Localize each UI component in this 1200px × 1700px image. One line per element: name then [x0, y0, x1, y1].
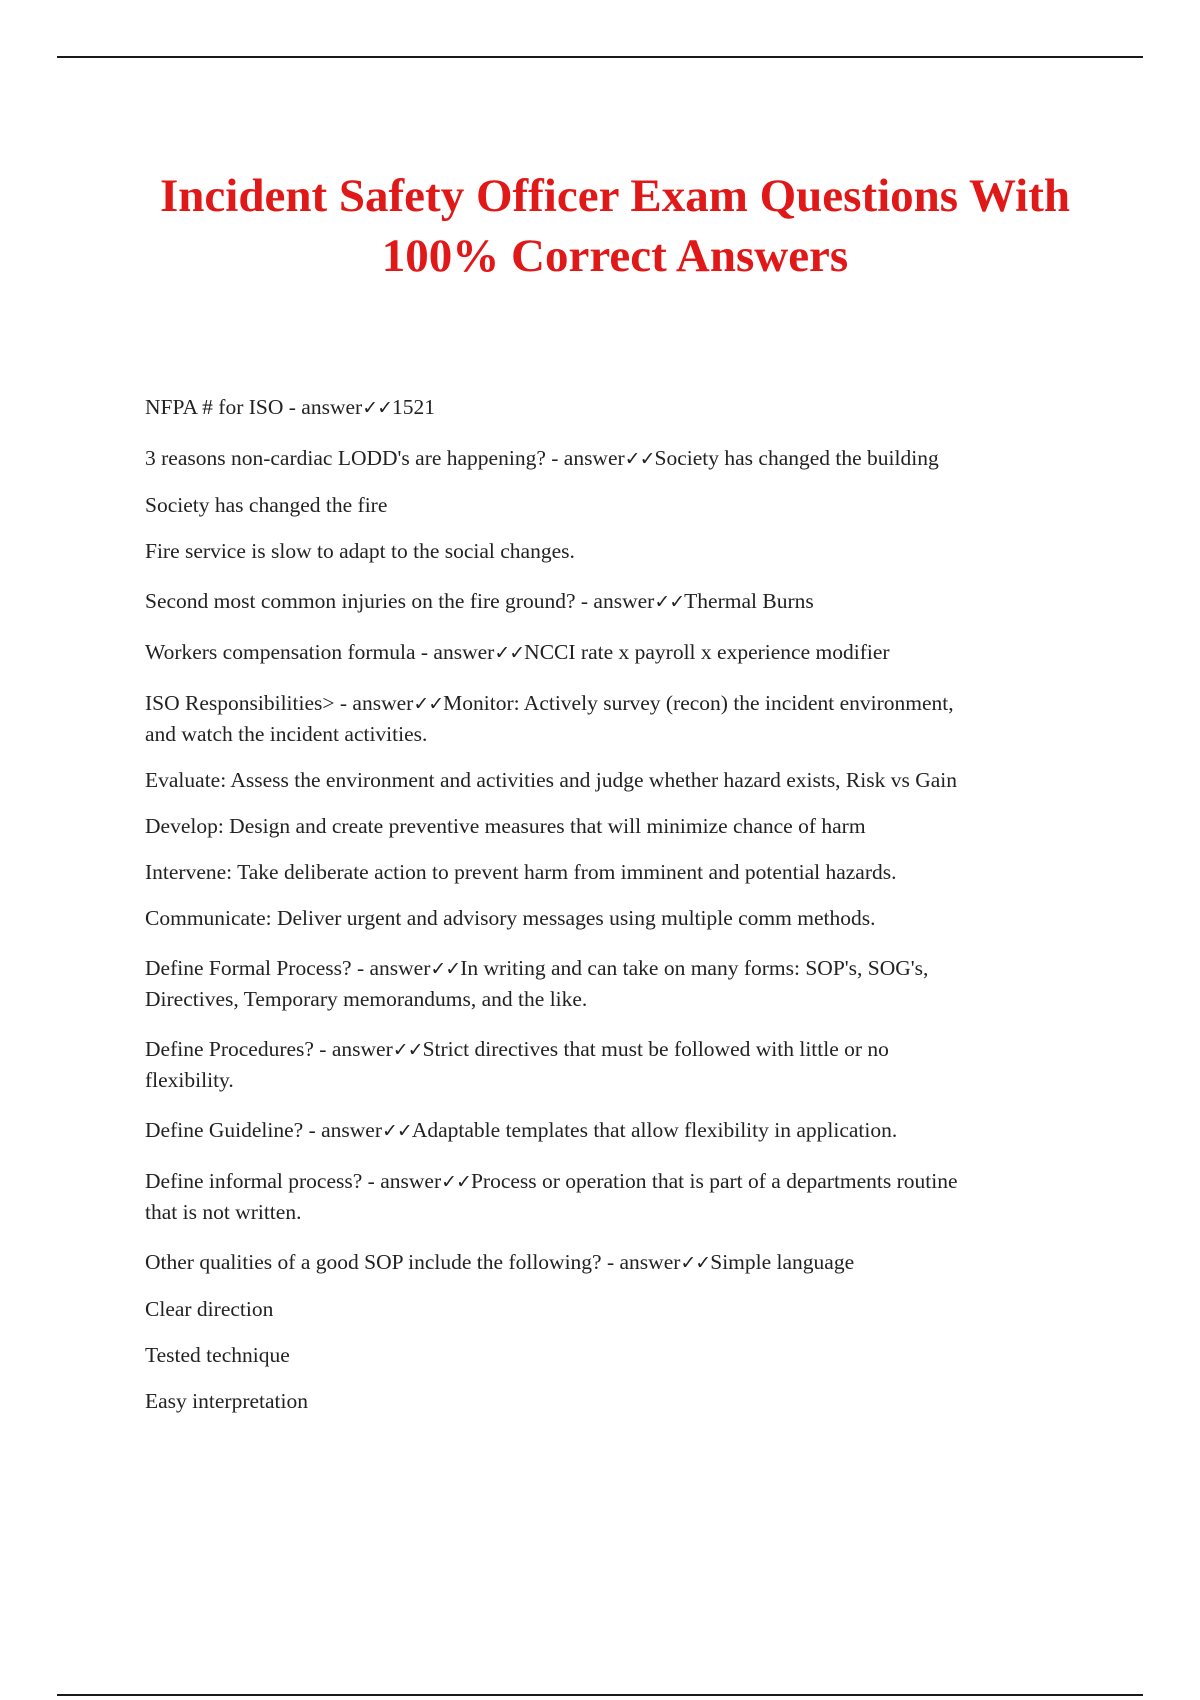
top-rule	[57, 56, 1143, 58]
answer-continuation	[145, 857, 1085, 887]
document-title	[100, 166, 1130, 286]
answer-text: Strict directives that must be followed with little or no	[422, 1037, 889, 1061]
question-text: 3 reasons non-cardiac LODD's are happening? - answer	[145, 446, 625, 470]
qa-entry	[145, 1115, 1085, 1146]
answer-text: Monitor: Actively survey (recon) the incident environment,	[443, 691, 954, 715]
answer-text: NCCI rate x payroll x experience modifier	[524, 640, 890, 664]
answer-text-continued: that is not written.	[145, 1200, 302, 1224]
answer-continuation	[145, 490, 1085, 520]
check-mark-icon: ✓✓	[494, 642, 525, 664]
answer-continuation	[145, 903, 1085, 933]
question-text: Define Formal Process? - answer	[145, 956, 431, 980]
answer-continuation	[145, 765, 1085, 795]
title-line-2: 100% Correct Answers	[381, 230, 849, 282]
answer-text-continued: and watch the incident activities.	[145, 722, 428, 746]
check-mark-icon: ✓✓	[413, 693, 444, 715]
answer-continuation	[145, 536, 1085, 566]
check-mark-icon: ✓✓	[382, 1120, 412, 1142]
answer-line: Easy interpretation	[145, 1389, 308, 1413]
qa-entry	[145, 1034, 1085, 1095]
question-text: Second most common injuries on the fire ground? - answer	[145, 589, 655, 613]
qa-entry	[145, 953, 1085, 1014]
answer-continuation	[145, 1386, 1085, 1416]
check-mark-icon: ✓✓	[680, 1252, 711, 1274]
question-text: Workers compensation formula - answer	[145, 640, 495, 664]
check-mark-icon: ✓✓	[430, 958, 461, 980]
qa-entry	[145, 1247, 1085, 1278]
bottom-rule	[57, 1694, 1143, 1696]
answer-text: In writing and can take on many forms: SOP's, SOG's,	[460, 956, 929, 980]
title-line-1: Incident Safety Officer Exam Questions With	[160, 170, 1070, 222]
question-text: Define informal process? - answer	[145, 1169, 442, 1193]
answer-text-continued: flexibility.	[145, 1068, 234, 1092]
answer-text: Simple language	[710, 1250, 855, 1274]
check-mark-icon: ✓✓	[441, 1171, 471, 1193]
answer-line: Evaluate: Assess the environment and activities and judge whether hazard exists, Risk vs Gain	[145, 768, 958, 792]
answer-text: Thermal Burns	[684, 589, 814, 613]
answer-line: Intervene: Take deliberate action to prevent harm from imminent and potential hazards.	[145, 860, 897, 884]
qa-entry	[145, 586, 1085, 617]
answer-text: Process or operation that is part of a departments routine	[470, 1169, 958, 1193]
question-text: Define Guideline? - answer	[145, 1118, 382, 1142]
qa-entry	[145, 688, 1085, 749]
answer-text: Adaptable templates that allow flexibility in application.	[411, 1118, 898, 1142]
answer-continuation	[145, 1340, 1085, 1370]
question-text: ISO Responsibilities> - answer	[145, 691, 414, 715]
check-mark-icon: ✓✓	[392, 1039, 423, 1061]
answer-line: Fire service is slow to adapt to the social changes.	[145, 539, 575, 563]
check-mark-icon: ✓✓	[654, 591, 685, 613]
qa-entry	[145, 1166, 1085, 1227]
qa-list	[145, 392, 1085, 1416]
question-text: Define Procedures? - answer	[145, 1037, 393, 1061]
answer-continuation	[145, 1294, 1085, 1324]
answer-line: Clear direction	[145, 1297, 274, 1321]
question-text: NFPA # for ISO - answer	[145, 395, 363, 419]
question-text: Other qualities of a good SOP include the following? - answer	[145, 1250, 681, 1274]
qa-entry	[145, 443, 1085, 474]
check-mark-icon: ✓✓	[624, 448, 655, 470]
answer-line: Tested technique	[145, 1343, 290, 1367]
qa-entry	[145, 637, 1085, 668]
qa-entry	[145, 392, 1085, 423]
answer-line: Communicate: Deliver urgent and advisory messages using multiple comm methods.	[145, 906, 876, 930]
answer-text: 1521	[392, 395, 436, 419]
answer-text: Society has changed the building	[654, 446, 939, 470]
answer-continuation	[145, 811, 1085, 841]
answer-line: Society has changed the fire	[145, 493, 388, 517]
answer-text-continued: Directives, Temporary memorandums, and the like.	[145, 987, 588, 1011]
answer-line: Develop: Design and create preventive measures that will minimize chance of harm	[145, 814, 866, 838]
check-mark-icon: ✓✓	[362, 397, 393, 419]
